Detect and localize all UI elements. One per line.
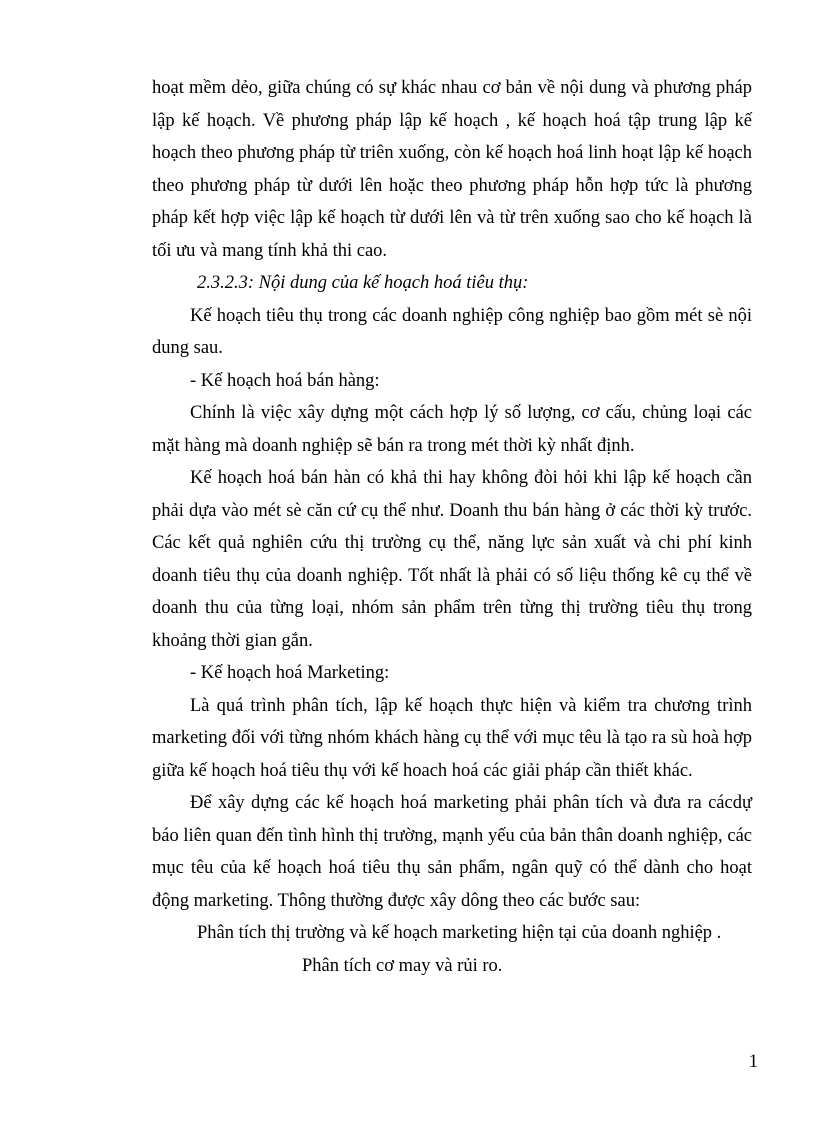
paragraph-sales-basis: Kế hoạch hoá bán hàn có khả thi hay không đòi hỏi khi lập kế hoạch cần phải dựa vào mét sè căn cứ cụ thể như. Doanh thu bán hàng ở các thời kỳ trước. Các kết quả nghiên cứu thị trường cụ thể, năng lực sản xuất và chi phí kinh doanh tiêu thụ của doanh nghiệp. Tốt nhất là phải có số liệu thống kê cụ thể về doanh thu của từng loại, nhóm sản phẩm trên từng thị trường tiêu thụ trong khoảng thời gian gắn. — [152, 468, 752, 651]
paragraph-marketing-steps: Để xây dựng các kế hoạch hoá marketing phải phân tích và đưa ra cácdự báo liên quan đến tình hình thị trường, mạnh yếu của bản thân doanh nghiệp, các mục têu của kế hoạch hoá tiêu thụ sản phẩm, ngân quỹ có thể dành cho hoạt động marketing. Thông thường được xây dông theo các bước sau: — [152, 793, 752, 911]
subheading-sales-planning: - Kế hoạch hoá bán hàng: — [190, 370, 380, 391]
step-market-analysis: Phân tích thị trường và kế hoạch marketing hiện tại của doanh nghiệp . — [197, 923, 722, 943]
step-risk-analysis: Phân tích cơ may và rủi ro. — [302, 955, 503, 976]
document-body — [152, 72, 752, 982]
section-heading: 2.3.2.3: Nội dung của kế hoạch hoá tiêu thụ: — [197, 273, 529, 293]
subheading-marketing-planning: - Kế hoạch hoá Marketing: — [190, 663, 390, 683]
paragraph-content-intro: Kế hoạch tiêu thụ trong các doanh nghiệp công nghiệp bao gồm mét sè nội dung sau. — [152, 305, 752, 358]
paragraph-planning-methods: hoạt mềm dẻo, giữa chúng có sự khác nhau cơ bản về nội dung và phương pháp lập kế hoạch. Về phương pháp lập kế hoạch , kế hoạch hoá tập trung lập kế hoạch theo phương pháp từ triên xuống, còn kế hoạch hoá linh hoạt lập kế hoạch theo phương pháp từ dưới lên hoặc theo phương pháp hỗn hợp tức là phương pháp kết hợp việc lập kế hoạch từ dưới lên và từ trên xuống sao cho kế hoạch là tối ưu và mang tính khả thi cao. — [152, 78, 752, 261]
page-number: 1 — [748, 1052, 758, 1072]
paragraph-sales-definition: Chính là việc xây dựng một cách hợp lý số lượng, cơ cấu, chủng loại các mặt hàng mà doanh nghiệp sẽ bán ra trong mét thời kỳ nhất định. — [152, 403, 752, 456]
paragraph-marketing-definition: Là quá trình phân tích, lập kế hoạch thực hiện và kiểm tra chương trình marketing đối với từng nhóm khách hàng cụ thể với mục têu là tạo ra sù hoà hợp giữa kế hoạch hoá tiêu thụ với kế hoach hoá các giải pháp cần thiết khác. — [152, 695, 752, 781]
